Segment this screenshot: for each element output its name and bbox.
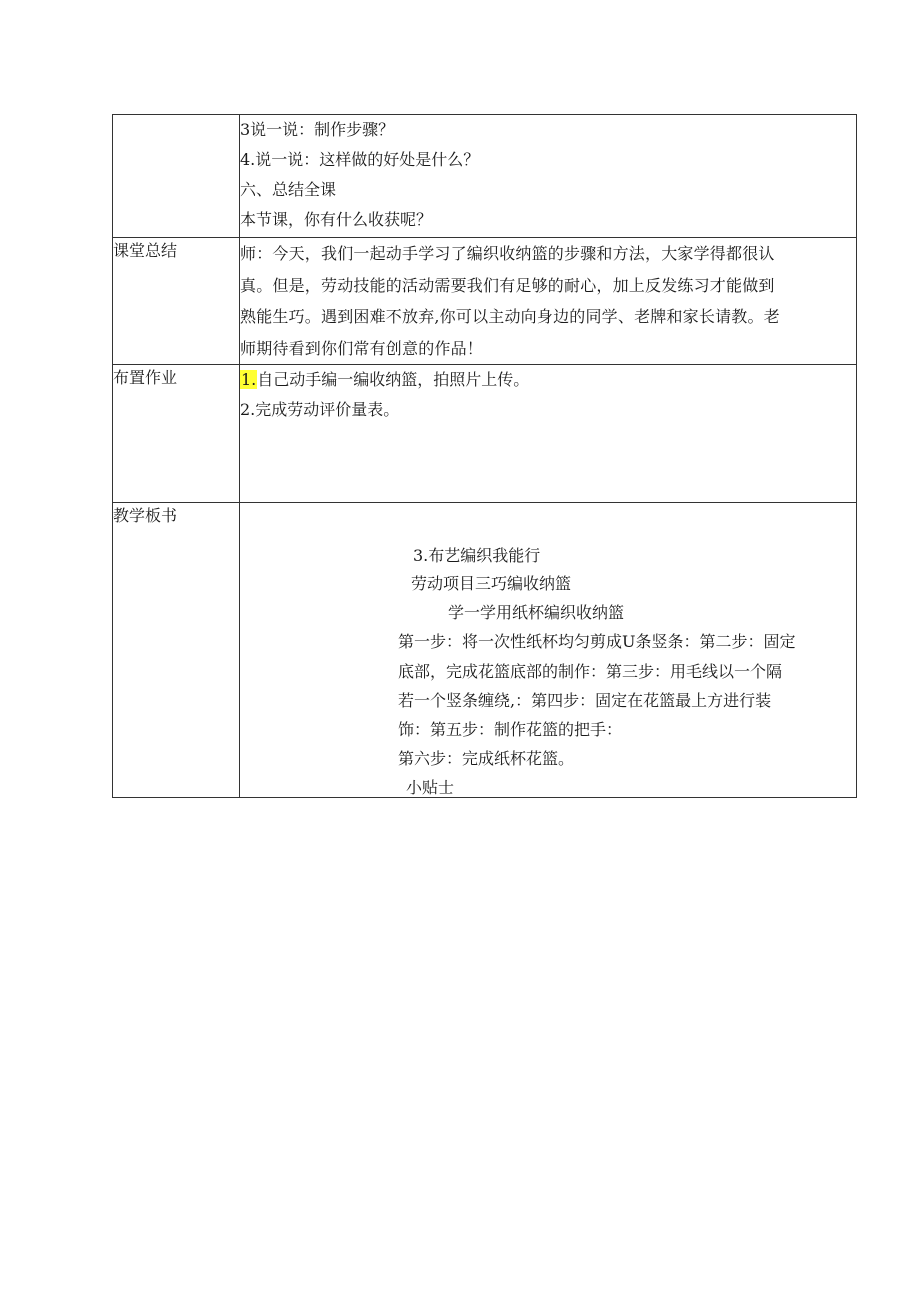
board-tip: 小贴士 [406,778,455,797]
board-heading: 学一学用纸杯编织收纳篮 [448,603,625,622]
summary-line: 师期待看到你们常有创意的作品！ [240,338,484,358]
homework-item-text: 自己动手编一编收纳篮，拍照片上传。 [257,370,530,389]
board-step-line: 第一步：将一次性纸杯均匀剪成U条竖条：第二步：固定 [398,632,796,651]
homework-item-number-highlight: 1. [241,370,257,389]
board-writing-content [240,503,857,798]
homework-item-1 [240,365,856,395]
board-step-line: 底部，完成花篮底部的制作：第三步：用毛线以一个隔 [398,662,783,681]
row-label-board-writing: 教学板书 [113,503,240,798]
row-content [240,115,857,238]
board-step-line: 饰：第五步：制作花篮的把手： [398,720,623,739]
row-label-homework: 布置作业 [113,365,240,503]
homework-content [240,365,857,503]
table-row [113,365,857,503]
content-line: 4.说一说：这样做的好处是什么？ [240,150,480,169]
summary-line: 熟能生巧。遇到困难不放弃,你可以主动向身边的同学、老牌和家长请教。老 [240,307,780,326]
row-label [113,115,240,238]
summary-line: 师：今天，我们一起动手学习了编织收纳篮的步骤和方法，大家学得都很认 [240,244,775,263]
table-row [113,503,857,798]
table-row [113,238,857,365]
board-step-line: 若一个竖条缠绕,：第四步：固定在花篮最上方进行装 [398,691,772,710]
lesson-plan-table [112,114,857,798]
table-row [113,115,857,238]
homework-item-2: 2.完成劳动评价量表。 [240,400,400,419]
board-title: 3.布艺编织我能行 [413,546,541,565]
row-label-class-summary: 课堂总结 [113,238,240,365]
board-step-line: 第六步：完成纸杯花篮。 [398,749,575,768]
class-summary-content [240,238,857,365]
content-line: 本节课，你有什么收获呢？ [240,210,433,229]
content-line: 3说一说：制作步骤？ [240,120,395,139]
content-line: 六、总结全课 [240,180,337,199]
board-subtitle: 劳动项目三巧编收纳篮 [411,574,572,593]
summary-line: 真。但是，劳动技能的活动需要我们有足够的耐心，加上反发练习才能做到 [240,275,775,295]
